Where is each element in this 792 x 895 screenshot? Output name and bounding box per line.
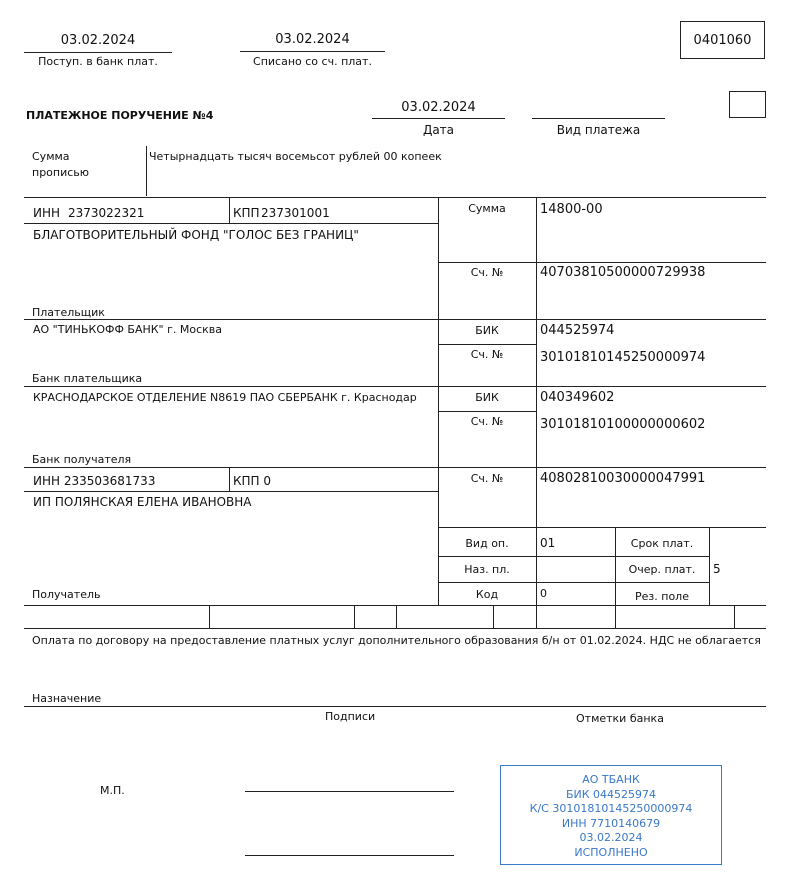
form-code: 0401060 [693,33,752,48]
grid-line [24,319,766,320]
document-date-label: Дата [422,123,455,137]
stamp-line-6: ИСПОЛНЕНО [574,845,648,859]
grid-line [229,197,230,223]
purpose-underline [24,706,766,707]
bank-received-label: Поступ. в банк плат. [38,55,158,68]
grid-line [24,197,766,198]
grid-line [24,628,766,629]
stamp-line-2: БИК 044525974 [565,787,657,801]
payer-account: 40703810500000729938 [540,265,706,280]
bank-stamp [500,765,722,865]
grid-line [438,411,536,412]
payee-section-label: Получатель [32,588,101,601]
grid-line [438,556,709,557]
amount-words-divider [146,146,147,196]
payment-type-label: Вид платежа [556,123,641,137]
document-date: 03.02.2024 [401,100,476,115]
payee-bank-acc-label: Сч. № [470,415,504,428]
stamp-line-4: ИНН 7710140679 [561,816,661,830]
payee-account: 40802810030000047991 [540,471,706,486]
payee-bank-section-label: Банк получателя [32,453,132,466]
grid-line [24,605,766,606]
grid-line [438,344,536,345]
grid-line [24,223,438,224]
kod-label: Код [475,588,499,601]
payee-bank-name: КРАСНОДАРСКОЕ ОТДЕЛЕНИЕ N8619 ПАО СБЕРБАНК г. Краснодар [33,391,417,404]
document-title: ПЛАТЕЖНОЕ ПОРУЧЕНИЕ №4 [26,109,214,122]
grid-line [536,197,537,605]
kod-value: 0 [540,587,547,600]
payer-bank-section-label: Банк плательщика [32,372,143,385]
amount-words-label-1: Сумма [32,150,70,163]
bank-received-date: 03.02.2024 [60,33,136,48]
grid-line [709,527,710,605]
payee-bank-acc: 30101810100000000602 [540,417,706,432]
payee-bank-bik: 040349602 [540,390,615,405]
document-date-underline [372,118,505,119]
ocher-value: 5 [713,562,721,576]
payment-type-underline [532,118,665,119]
payer-kpp: 237301001 [261,206,330,220]
amount-label: Сумма [468,202,506,215]
payee-bank-bik-label: БИК [475,391,499,404]
srok-label: Срок плат. [630,537,694,550]
grid-line [229,467,230,491]
naz-pl-label: Наз. пл. [464,563,510,576]
purpose-text: Оплата по договору на предоставление платных услуг дополнительного образования б/н от 01.02.2024. НДС не облагается [32,634,761,647]
grid-line [493,605,494,628]
grid-line [24,491,438,492]
bank-marks-label: Отметки банка [576,712,664,725]
grid-line [438,262,766,263]
signature-line-2 [245,855,454,856]
amount-value: 14800-00 [540,202,603,217]
payer-bank-bik: 044525974 [540,323,615,338]
payment-type-code-box [729,91,766,118]
payer-bank-acc-label: Сч. № [470,348,504,361]
grid-line [24,467,766,468]
signatures-label: Подписи [325,710,376,723]
payer-kpp-label: КПП [233,206,260,220]
payer-inn-label: ИНН [33,206,61,220]
payer-bank-bik-label: БИК [475,324,499,337]
debited-label: Списано со сч. плат. [253,55,372,68]
grid-line [536,605,537,628]
mp-label: М.П. [100,784,125,797]
payer-bank-acc: 30101810145250000974 [540,350,706,365]
payee-name: ИП ПОЛЯНСКАЯ ЕЛЕНА ИВАНОВНА [33,495,252,509]
payer-bank-name: АО "ТИНЬКОФФ БАНК" г. Москва [33,323,223,336]
payee-account-label: Сч. № [470,472,504,485]
grid-line [396,605,397,628]
payer-account-label: Сч. № [470,266,504,279]
signature-line-1 [245,791,454,792]
amount-words-label-2: прописью [32,166,90,179]
grid-line [24,386,766,387]
rez-label: Рез. поле [635,590,689,603]
debited-date: 03.02.2024 [275,32,350,47]
grid-line [209,605,210,628]
stamp-line-3: К/С 30101810145250000974 [529,802,693,815]
payee-inn: ИНН 233503681733 [33,474,156,488]
debited-underline [240,51,385,52]
ocher-label: Очер. плат. [628,563,696,576]
grid-line [438,582,709,583]
amount-words-value: Четырнадцать тысяч восемьсот рублей 00 копеек [149,150,442,163]
vid-op-value: 01 [540,536,556,550]
purpose-label: Назначение [32,692,102,705]
payee-kpp: КПП 0 [233,474,272,488]
payer-section-label: Плательщик [32,306,105,319]
vid-op-label: Вид оп. [465,537,509,550]
payer-name: БЛАГОТВОРИТЕЛЬНЫЙ ФОНД "ГОЛОС БЕЗ ГРАНИЦ" [33,228,359,242]
stamp-line-1: АО ТБАНК [582,773,640,786]
grid-line [615,605,616,628]
bank-received-underline [24,52,172,53]
stamp-line-5: 03.02.2024 [579,831,643,844]
payer-inn: 2373022321 [68,206,145,220]
grid-line [438,527,766,528]
grid-line [734,605,735,628]
grid-line [354,605,355,628]
